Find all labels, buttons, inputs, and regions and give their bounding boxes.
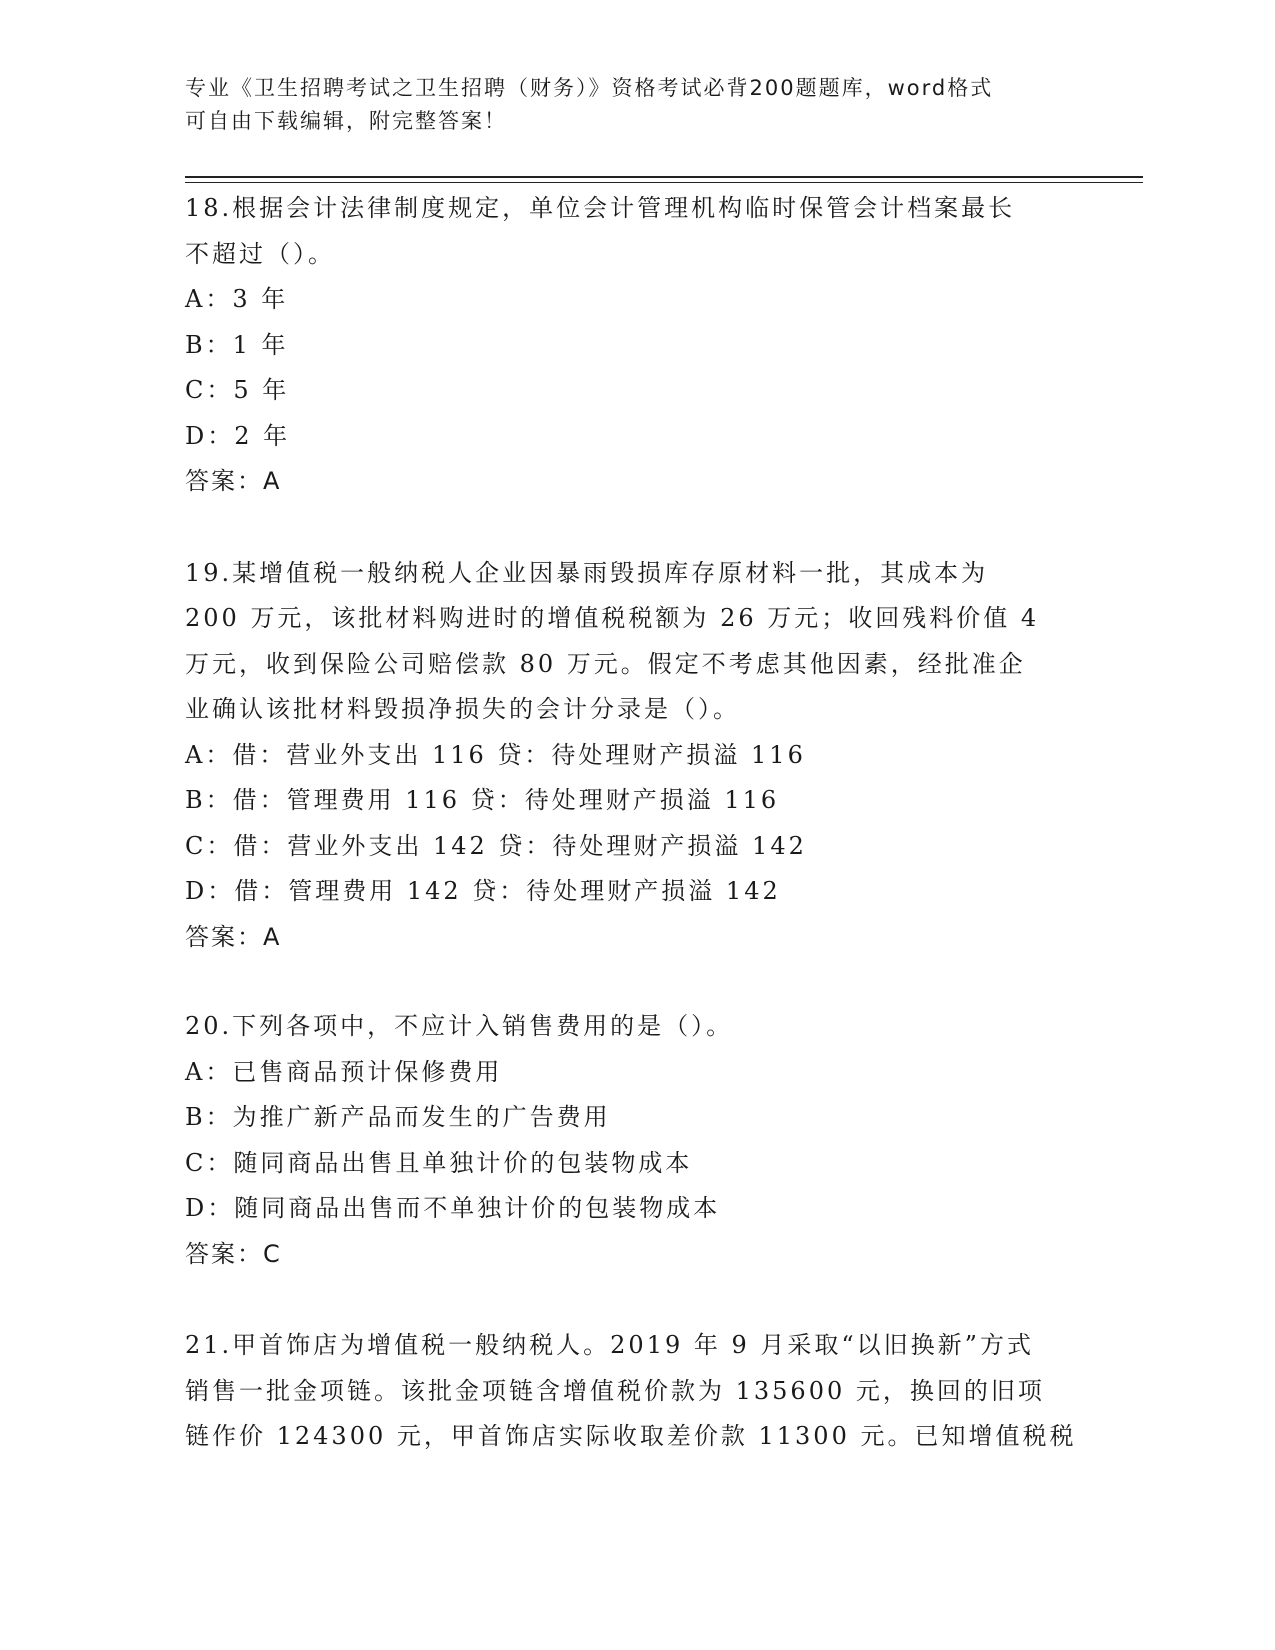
option-d: D：随同商品出售而不单独计价的包装物成本 [185, 1194, 721, 1222]
question-text: 销售一批金项链。该批金项链含增值税价款为 135600 元，换回的旧项 [185, 1376, 1045, 1405]
spacer [185, 1277, 1075, 1323]
header-divider-thick [185, 176, 1143, 178]
question-20 [185, 1004, 1075, 1277]
question-text: 21.甲首饰店为增值税一般纳税人。2019 年 9 月采取“以旧换新”方式 [185, 1331, 1034, 1359]
option-b: B：为推广新产品而发生的广告费用 [185, 1103, 611, 1131]
question-text: 200 万元，该批材料购进时的增值税税额为 26 万元；收回残料价值 4 [185, 604, 1040, 632]
option-d: D：借：管理费用 142 贷：待处理财产损溢 142 [185, 877, 781, 905]
option-b: B：借：管理费用 116 贷：待处理财产损溢 116 [185, 786, 780, 814]
option-c: C：随同商品出售且单独计价的包装物成本 [185, 1148, 693, 1177]
option-a: A：3 年 [185, 285, 289, 313]
question-text: 链作价 124300 元，甲首饰店实际收取差价款 11300 元。已知增值税税 [185, 1422, 1077, 1450]
question-21 [185, 1323, 1075, 1460]
answer: 答案：C [185, 1239, 282, 1268]
answer: 答案：A [185, 467, 282, 495]
option-c: C：借：营业外支出 142 贷：待处理财产损溢 142 [185, 831, 807, 860]
answer: 答案：A [185, 922, 282, 951]
question-19 [185, 551, 1075, 961]
option-c: C：5 年 [185, 376, 290, 404]
spacer [185, 960, 1075, 1004]
document-header [185, 72, 1065, 138]
option-b: B：1 年 [185, 330, 289, 359]
header-line-1: 专业《卫生招聘考试之卫生招聘（财务）》资格考试必背200题题库，word格式 [185, 76, 994, 100]
spacer [185, 505, 1075, 551]
question-text: 18.根据会计法律制度规定，单位会计管理机构临时保管会计档案最长 [185, 194, 1016, 222]
question-text: 19.某增值税一般纳税人企业因暴雨毁损库存原材料一批，其成本为 [185, 558, 989, 587]
option-a: A：已售商品预计保修费用 [185, 1057, 503, 1086]
option-d: D：2 年 [185, 421, 291, 450]
header-line-2: 可自由下载编辑，附完整答案！ [185, 109, 507, 133]
question-text: 业确认该批材料毁损净损失的会计分录是（）。 [185, 695, 740, 723]
question-18 [185, 186, 1075, 505]
question-text: 万元，收到保险公司赔偿款 80 万元。假定不考虑其他因素，经批准企 [185, 649, 1026, 678]
question-list [185, 186, 1075, 1460]
question-text: 不超过（）。 [185, 239, 335, 268]
option-a: A：借：营业外支出 116 贷：待处理财产损溢 116 [185, 740, 806, 769]
question-text: 20.下列各项中，不应计入销售费用的是（）。 [185, 1012, 734, 1040]
header-divider-thin [185, 182, 1143, 183]
